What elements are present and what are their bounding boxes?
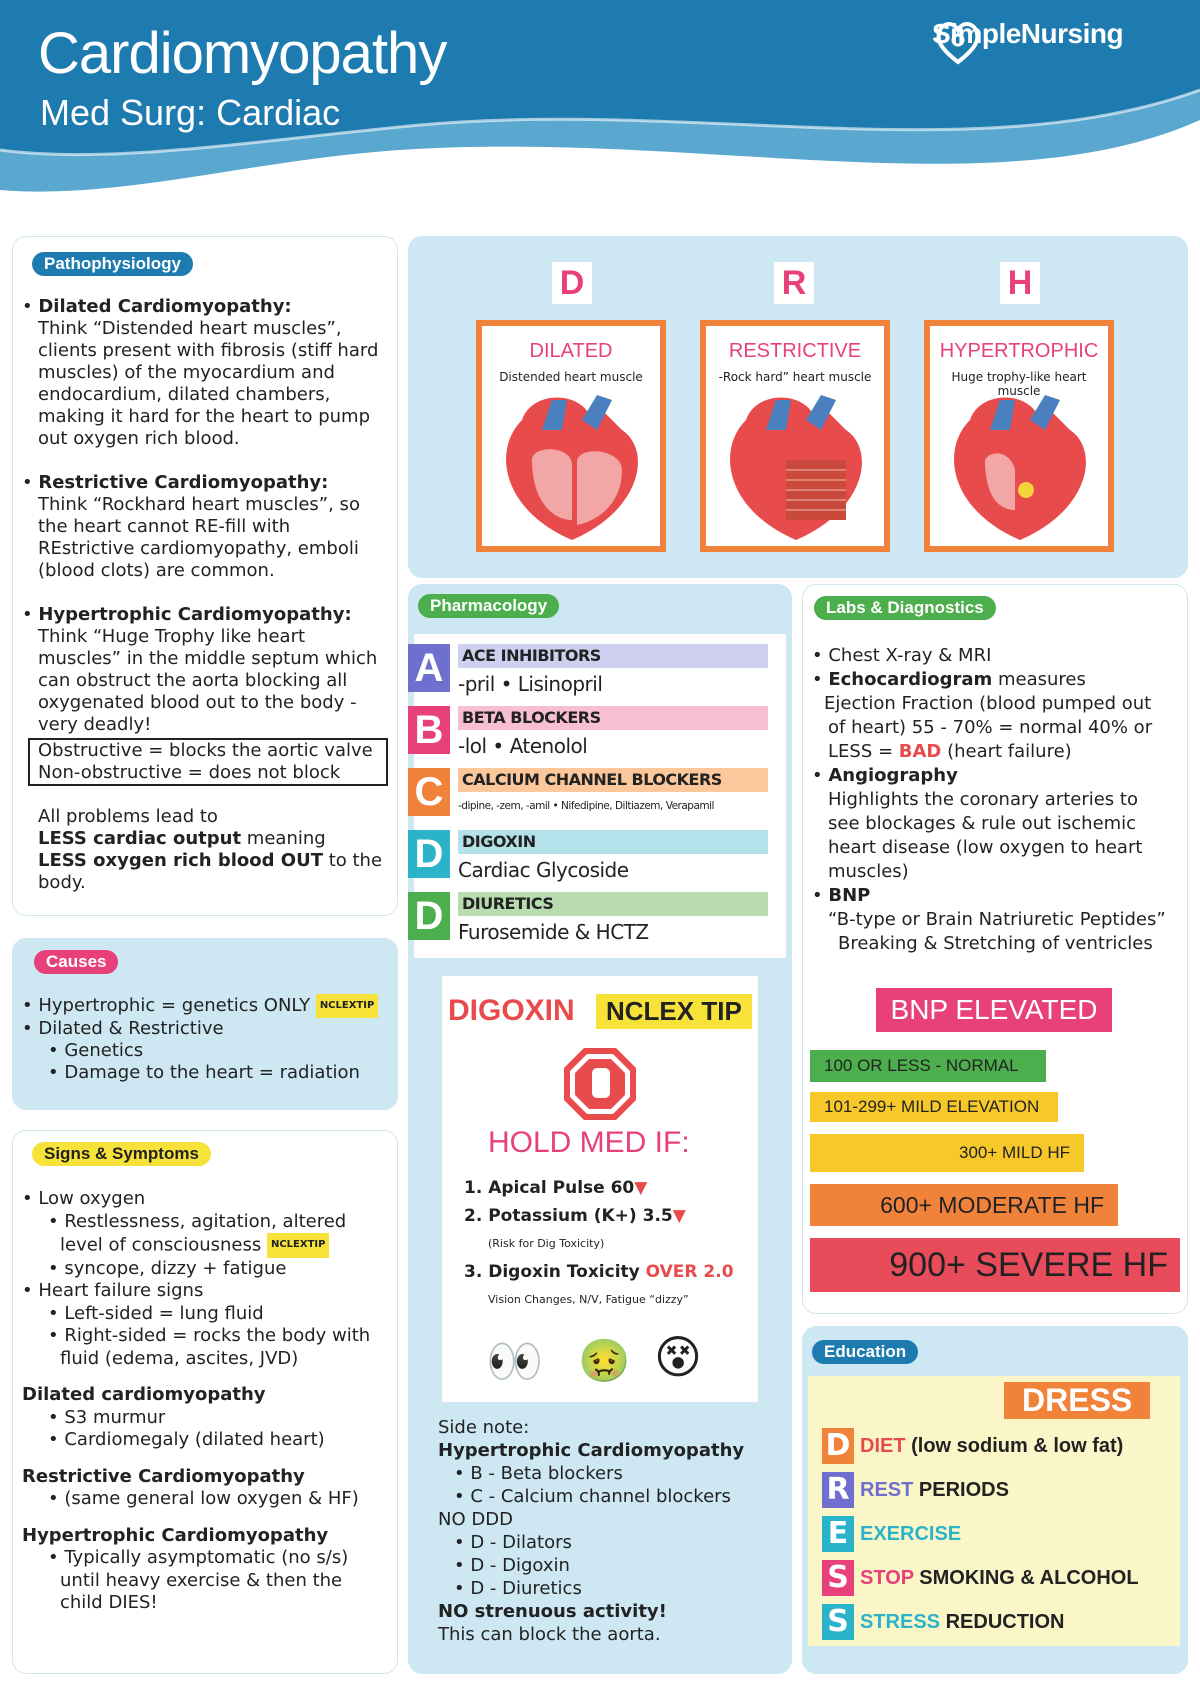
dizzy-person-icon: 😵 (654, 1330, 702, 1384)
letter-d: D (552, 262, 592, 304)
block-aorta: This can block the aorta. (438, 1624, 661, 1645)
hypertrophic-card-subtitle: Huge trophy-like heart muscle (951, 370, 1087, 398)
rest-detail: PERIODS (913, 1478, 1009, 1501)
education-label: Education (812, 1340, 918, 1364)
pharmacology-label: Pharmacology (418, 594, 559, 618)
side-note-beta: B - Beta blockers (470, 1463, 623, 1484)
stop-hand-icon (562, 1046, 638, 1122)
angio-line3: heart disease (low oxygen to heart (828, 837, 1143, 858)
bnp-line2: Breaking & Stretching of ventricles (838, 933, 1153, 954)
hypertrophic-signs-heading: Hypertrophic Cardiomyopathy (22, 1524, 329, 1546)
restlessness: Restlessness, agitation, altered (64, 1210, 347, 1232)
restrictive-body: Think “Rockhard heart muscles”, so the heart cannot RE-fill with REstrictive cardiomyopathy, emboli (blood clots) are common. (38, 494, 360, 581)
heart-failure: (heart failure) (941, 741, 1072, 762)
bnp-moderate-hf-bar: 600+ MODERATE HF (810, 1184, 1118, 1226)
left-sided: Left-sided = lung fluid (64, 1302, 264, 1324)
echocardiogram: Echocardiogram (828, 669, 993, 690)
dress-letter-e: E (822, 1516, 854, 1552)
header-banner (0, 0, 1200, 215)
vision-changes: Vision Changes, N/V, Fatigue “dizzy” (488, 1293, 689, 1306)
ejection-fraction-cont: of heart) 55 - 70% = normal 40% or (828, 717, 1153, 738)
hypertrophic-heart-icon (930, 390, 1108, 550)
cause-dilated-restrictive: Dilated & Restrictive (38, 1018, 224, 1039)
bnp: BNP (828, 885, 871, 906)
restrictive-signs-heading: Restrictive Cardiomyopathy (22, 1465, 305, 1487)
restrictive-heart-icon (706, 390, 884, 550)
less-eq: LESS = (828, 741, 899, 762)
hypertrophic-card-title: HYPERTROPHIC (939, 340, 1099, 362)
risk-note: (Risk for Dig Toxicity) (488, 1237, 605, 1250)
asymptomatic: Typically asymptomatic (no s/s) (64, 1547, 349, 1568)
bnp-severe-hf-bar: 900+ SEVERE HF (810, 1238, 1180, 1292)
restrictive-card-title: RESTRICTIVE (728, 340, 862, 362)
side-note-digoxin: D - Digoxin (470, 1555, 570, 1576)
hf-signs: Heart failure signs (38, 1280, 204, 1301)
bnp-normal-bar: 100 OR LESS - NORMAL (810, 1050, 1046, 1082)
side-note-calcium: C - Calcium channel blockers (470, 1486, 731, 1507)
obstructive-line: Obstructive = blocks the aortic valve (38, 740, 373, 761)
hypertrophic-card (924, 320, 1114, 552)
hold-med-if: HOLD MED IF: (488, 1126, 690, 1159)
stop-word: STOP (860, 1566, 914, 1589)
cause-hypertrophic: Hypertrophic = genetics ONLY (38, 995, 311, 1016)
angio-line1: Highlights the coronary arteries to (828, 789, 1138, 810)
potassium: 2. Potassium (K+) 3.5 (464, 1206, 673, 1226)
dilated-heading: Dilated Cardiomyopathy: (38, 296, 292, 317)
bnp-mild-hf-bar: 300+ MILD HF (810, 1134, 1084, 1172)
drug-heading-b: BETA BLOCKERS (458, 706, 768, 730)
arrow-down-icon: ▼ (634, 1178, 648, 1198)
consciousness: level of consciousness (60, 1234, 262, 1256)
dress-letter-s1: S (822, 1560, 854, 1596)
all-problems-text (22, 806, 392, 894)
meaning-text: meaning (241, 828, 326, 849)
dress-letter-r: R (822, 1472, 854, 1508)
restrictive-card-subtitle: -Rock hard” heart muscle (718, 370, 872, 384)
side-note-dilators: D - Dilators (470, 1532, 572, 1553)
asymptomatic-cont: until heavy exercise & then the (60, 1569, 343, 1591)
digoxin-toxicity: 3. Digoxin Toxicity (464, 1262, 646, 1282)
to-body-text: to the body. (38, 850, 383, 893)
dress-item-exercise (822, 1516, 961, 1552)
chest-xray: Chest X-ray & MRI (828, 645, 992, 666)
eyes-icon: 👀 (486, 1334, 544, 1388)
letter-h: H (1000, 262, 1040, 304)
no-strenuous: NO strenuous activity! (438, 1601, 667, 1622)
nonobstructive-line: Non-obstructive = does not block (38, 762, 341, 783)
cardiomegaly: Cardiomegaly (dilated heart) (64, 1429, 325, 1450)
drug-heading-d1: DIGOXIN (458, 830, 768, 854)
cause-radiation: Damage to the heart = radiation (64, 1062, 360, 1083)
labs-label: Labs & Diagnostics (814, 596, 996, 620)
apical-pulse: 1. Apical Pulse 60 (464, 1178, 635, 1198)
cause-genetics: Genetics (64, 1040, 144, 1061)
drug-letter-a: A (408, 644, 450, 692)
stress-detail: REDUCTION (940, 1610, 1065, 1633)
dilated-card-title: DILATED (529, 340, 613, 362)
diet-detail: (low sodium & low fat) (905, 1434, 1124, 1457)
dress-item-diet (822, 1428, 1123, 1464)
restrictive-card (700, 320, 890, 552)
drug-letter-b: B (408, 706, 450, 754)
nauseated-face-icon: 🤢 (578, 1336, 631, 1385)
side-note-heading: Hypertrophic Cardiomyopathy (438, 1440, 745, 1461)
dress-letter-d: D (822, 1428, 854, 1464)
causes-list: • Hypertrophic = genetics ONLY NCLEXTIP • Dilated & Restrictive • Genetics • Damage to the heart = radiation (22, 994, 378, 1084)
arrow-down-icon: ▼ (672, 1206, 686, 1226)
rest-word: REST (860, 1478, 914, 1501)
dress-letter-s2: S (822, 1604, 854, 1640)
nclex-tip-tag: NCLEXTIP (316, 994, 379, 1018)
side-note: Side note: Hypertrophic Cardiomyopathy • B - Beta blockers • C - Calcium channel blockers NO DDD • D - Dilators • D - Digoxin • D - Diuretics NO strenuous activity! This can block the aorta. (438, 1417, 745, 1645)
hypertrophic-body: Think “Huge Trophy like heart muscles” in the middle septum which can obstruct the aorta blocking all oxygenated blood out to the body - very deadly! (38, 626, 378, 735)
brand-logo (932, 18, 1123, 50)
page-title: Cardiomyopathy (38, 21, 447, 86)
angiography: Angiography (828, 765, 958, 786)
over-level: OVER 2.0 (645, 1262, 734, 1282)
stop-detail: SMOKING & ALCOHOL (913, 1566, 1139, 1589)
obstructive-box (28, 738, 388, 786)
diet-word: DIET (860, 1434, 906, 1457)
stethoscope-heart-icon (932, 18, 984, 66)
drug-sub-b: -lol • Atenolol (458, 734, 588, 758)
same-general: (same general low oxygen & HF) (64, 1488, 359, 1509)
drug-sub-c: -dipine, -zem, -amil • Nifedipine, Diltiazem, Verapamil (458, 800, 714, 812)
drug-letter-d2: D (408, 892, 450, 940)
brand-name: SimpleNursing (932, 18, 1124, 49)
dress-item-stop (822, 1560, 1139, 1596)
drug-sub-a: -pril • Lisinopril (458, 672, 603, 696)
drug-letter-d1: D (408, 830, 450, 878)
drug-heading-d2: DIURETICS (458, 892, 768, 916)
nclex-tip-tag: NCLEXTIP (267, 1233, 330, 1258)
signs-label: Signs & Symptoms (32, 1142, 211, 1166)
restrictive-heading: Restrictive Cardiomyopathy: (38, 472, 329, 493)
pathophysiology-content: • Dilated Cardiomyopathy: Think “Distended heart muscles”, clients present with fibrosis (stiff hard muscles) of the myocardium and endocardium, dilated chambers, making it hard for the heart to pump out oxygen rich blood. • Restrictive Cardiomyopathy: Think “Rockhard heart muscles”, so the heart cannot RE-fill with REstrictive cardiomyopathy, emboli (blood clots) are common. • Hypertrophic Cardiomyopathy: Think “Huge Trophy like heart muscles” in the middle septum which can obstruct the aorta blocking all oxygenated blood out to the body - very deadly! Obstructive = blocks the aortic valve Non-obstructive = does not block All problems lead to LESS cardiac output meaning LESS oxygen rich blood OUT to the body. (22, 296, 392, 894)
dilated-heart-icon (482, 390, 660, 550)
syncope: syncope, dizzy + fatigue (64, 1257, 287, 1279)
side-note-title: Side note: (438, 1417, 530, 1438)
drug-sub-d2: Furosemide & HCTZ (458, 920, 649, 944)
dress-item-stress (822, 1604, 1064, 1640)
bnp-line1: “B-type or Brain Natriuretic Peptides” (828, 909, 1166, 930)
letter-r: R (774, 262, 814, 304)
ejection-fraction: Ejection Fraction (blood pumped out (824, 693, 1152, 714)
dress-item-rest (822, 1472, 1009, 1508)
bnp-elevated-label: BNP ELEVATED (876, 988, 1112, 1032)
dilated-signs-heading: Dilated cardiomyopathy (22, 1384, 266, 1405)
child-dies: child DIES! (60, 1592, 158, 1613)
less-oxygen: LESS oxygen rich blood OUT (38, 850, 323, 871)
dress-title: DRESS (1004, 1382, 1150, 1419)
pathophysiology-label: Pathophysiology (32, 252, 193, 276)
all-problems-line: All problems lead to (38, 806, 218, 827)
drug-heading-c: CALCIUM CHANNEL BLOCKERS (458, 768, 768, 792)
hypertrophic-heading: Hypertrophic Cardiomyopathy: (38, 604, 352, 625)
dilated-card (476, 320, 666, 552)
page-subtitle: Med Surg: Cardiac (40, 92, 341, 133)
nclex-tip-badge: NCLEX TIP (596, 994, 752, 1029)
bnp-mild-elevation-bar: 101-299+ MILD ELEVATION (810, 1092, 1058, 1122)
drug-sub-d1: Cardiac Glycoside (458, 858, 629, 882)
digoxin-hold-list (464, 1174, 734, 1314)
no-ddd: NO DDD (438, 1509, 513, 1530)
labs-list: • Chest X-ray & MRI • Echocardiogram measures Ejection Fraction (blood pumped out of heart) 55 - 70% = normal 40% or LESS = BAD (heart failure) • Angiography Highlights the coronary arteries to see blockages & rule out ischemic heart disease (low oxygen to heart muscles) • BNP “B-type or Brain Natriuretic Peptides” Breaking & Stretching of ventricles (812, 645, 1166, 954)
digoxin-word: DIGOXIN (448, 994, 575, 1027)
right-sided: Right-sided = rocks the body with (64, 1325, 371, 1346)
stress-word: STRESS (860, 1610, 941, 1633)
right-sided-cont: fluid (edema, ascites, JVD) (60, 1347, 299, 1369)
side-note-diuretics: D - Diuretics (470, 1578, 582, 1599)
angio-line2: see blockages & rule out ischemic (828, 813, 1137, 834)
drug-heading-a: ACE INHIBITORS (458, 644, 768, 668)
dilated-card-subtitle: Distended heart muscle (499, 370, 643, 384)
measures: measures (992, 669, 1086, 690)
causes-label: Causes (34, 950, 118, 974)
s3-murmur: S3 murmur (64, 1406, 166, 1428)
drug-letter-c: C (408, 768, 450, 816)
dilated-body: Think “Distended heart muscles”, clients present with fibrosis (stiff hard muscles) of the myocardium and endocardium, dilated chambers, making it hard for the heart to pump out oxygen rich blood. (38, 318, 379, 449)
low-oxygen: Low oxygen (38, 1188, 146, 1209)
signs-list: • Low oxygen • Restlessness, agitation, altered level of consciousness NCLEXTIP • syncope, dizzy + fatigue • Heart failure signs • Left-sided = lung fluid • Right-sided = rocks the body with fluid (edema, ascites, JVD) Dilated cardiomyopathy • S3 murmur • Cardiomegaly (dilated heart) Restrictive Cardiomyopathy • (same general low oxygen & HF) Hypertrophic Cardiomyopathy • Typically asymptomatic (no s/s) until heavy exercise & then the child DIES! (22, 1188, 371, 1613)
angio-line4: muscles) (828, 861, 909, 882)
exercise-word: EXERCISE (860, 1522, 962, 1545)
less-cardiac-output: LESS cardiac output (38, 828, 242, 849)
bad-label: BAD (898, 741, 942, 762)
